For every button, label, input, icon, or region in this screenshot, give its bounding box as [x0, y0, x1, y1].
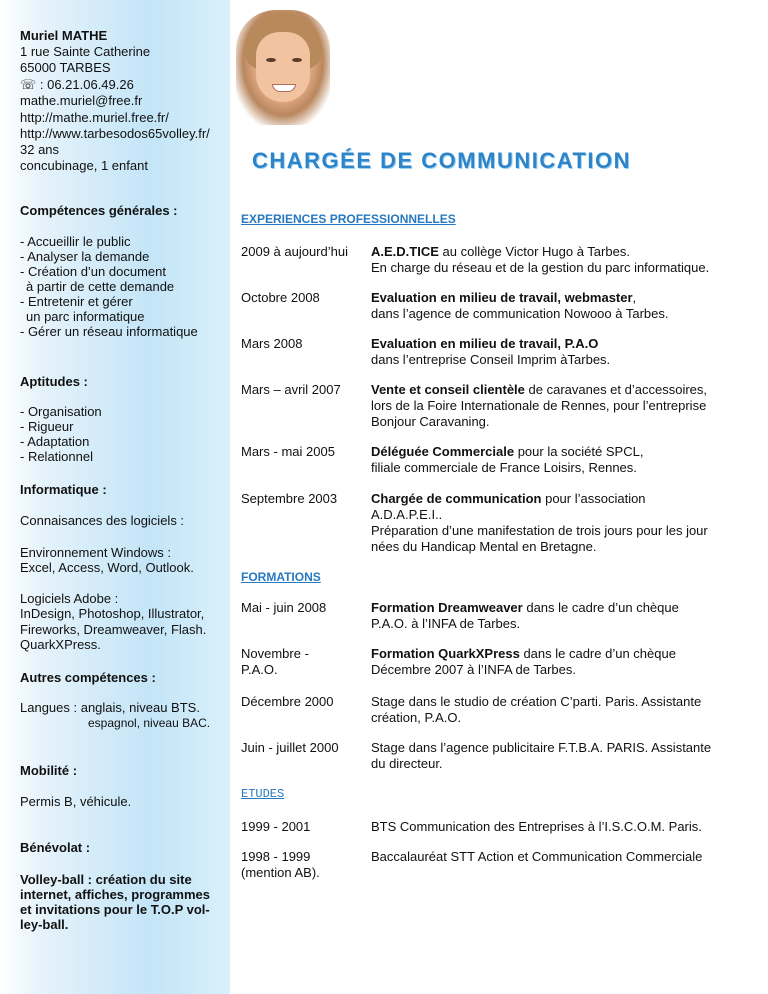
mobilite-title: Mobilité :	[20, 763, 78, 778]
experience-title: Evaluation en milieu de travail, webmaster,	[371, 290, 637, 305]
adobe-list: Fireworks, Dreamweaver, Flash.	[20, 622, 207, 637]
experience-desc: A.D.A.P.E.I..	[371, 507, 443, 522]
experience-desc: Bonjour Caravaning.	[371, 414, 490, 429]
aptitude-item: - Adaptation	[20, 434, 90, 449]
formation-title: Stage dans le studio de création C’parti. Paris. Assistante	[371, 694, 702, 709]
langues-line: espagnol, niveau BAC.	[88, 716, 211, 730]
adobe-list: InDesign, Photoshop, Illustrator,	[20, 606, 205, 621]
experience-title: Evaluation en milieu de travail, P.A.O	[371, 336, 599, 351]
competence-item: un parc informatique	[26, 309, 145, 324]
env-windows-list: Excel, Access, Word, Outlook.	[20, 560, 194, 575]
etude-date: (mention AB).	[241, 865, 320, 880]
benevolat-text: ley-ball.	[20, 917, 69, 932]
benevolat-text: internet, affiches, programmes	[20, 887, 210, 902]
experience-desc: filiale commerciale de France Loisirs, Rennes.	[371, 460, 637, 475]
formations-heading: FORMATIONS	[241, 570, 321, 584]
contact-website[interactable]: http://mathe.muriel.free.fr/	[20, 110, 169, 125]
experience-date: Octobre 2008	[241, 290, 320, 305]
formation-desc: création, P.A.O.	[371, 710, 462, 725]
experience-title: Vente et conseil clientèle de caravanes et d’accessoires,	[371, 382, 708, 397]
formation-title: Formation QuarkXPress dans le cadre d’un chèque	[371, 646, 676, 661]
aptitudes-title: Aptitudes :	[20, 374, 88, 389]
logiciels-label: Connaisances des logiciels :	[20, 513, 185, 528]
contact-phone: ☏ : 06.21.06.49.26	[20, 77, 134, 92]
competence-item: à partir de cette demande	[26, 279, 175, 294]
env-windows-label: Environnement Windows :	[20, 545, 172, 560]
experience-title: Déléguée Commerciale pour la société SPCL,	[371, 444, 644, 459]
autres-title: Autres compétences :	[20, 670, 156, 685]
formation-date: Juin - juillet 2000	[241, 740, 339, 755]
contact-club-website[interactable]: http://www.tarbesodos65volley.fr/	[20, 126, 210, 141]
experience-desc: dans l’entreprise Conseil Imprim àTarbes.	[371, 352, 611, 367]
formation-title: Stage dans l’agence publicitaire F.T.B.A. PARIS. Assistante	[371, 740, 712, 755]
contact-name: Muriel MATHE	[20, 28, 108, 43]
experience-desc: dans l’agence de communication Nowooo à Tarbes.	[371, 306, 669, 321]
etude-date: 1998 - 1999	[241, 849, 311, 864]
formation-date: Novembre -	[241, 646, 309, 661]
experience-date: Septembre 2003	[241, 491, 338, 506]
competence-item: - Accueillir le public	[20, 234, 131, 249]
competence-item: - Création d’un document	[20, 264, 166, 279]
competence-item: - Analyser la demande	[20, 249, 150, 264]
contact-city: 65000 TARBES	[20, 60, 111, 75]
experience-date: Mars – avril 2007	[241, 382, 341, 397]
experience-title: Chargée de communication pour l’association	[371, 491, 646, 506]
experience-desc: En charge du réseau et de la gestion du parc informatique.	[371, 260, 710, 275]
etude-desc: BTS Communication des Entreprises à l’I.S.C.O.M. Paris.	[371, 819, 702, 834]
contact-age: 32 ans	[20, 142, 60, 157]
formation-date: P.A.O.	[241, 662, 278, 677]
contact-address: 1 rue Sainte Catherine	[20, 44, 151, 59]
experience-desc: Préparation d’une manifestation de trois jours pour les jour	[371, 523, 708, 538]
competences-title: Compétences générales :	[20, 203, 178, 218]
informatique-title: Informatique :	[20, 482, 107, 497]
etudes-heading: ETUDES	[241, 787, 285, 801]
formation-desc: P.A.O. à l’INFA de Tarbes.	[371, 616, 521, 631]
aptitude-item: - Organisation	[20, 404, 102, 419]
experience-desc: nées du Handicap Mental en Bretagne.	[371, 539, 597, 554]
experience-date: Mars - mai 2005	[241, 444, 335, 459]
aptitude-item: - Relationnel	[20, 449, 93, 464]
mobilite-text: Permis B, véhicule.	[20, 794, 132, 809]
contact-email[interactable]: mathe.muriel@free.fr	[20, 93, 143, 108]
formation-date: Mai - juin 2008	[241, 600, 327, 615]
benevolat-text: et invitations pour le T.O.P vol-	[20, 902, 210, 917]
profile-photo	[236, 10, 330, 125]
adobe-list: QuarkXPress.	[20, 637, 101, 652]
langues-line: Langues : anglais, niveau BTS.	[20, 700, 200, 715]
formation-title: Formation Dreamweaver dans le cadre d’un chèque	[371, 600, 679, 615]
experience-date: Mars 2008	[241, 336, 303, 351]
aptitude-item: - Rigueur	[20, 419, 74, 434]
competence-item: - Entretenir et gérer	[20, 294, 133, 309]
adobe-label: Logiciels Adobe :	[20, 591, 119, 606]
benevolat-title: Bénévolat :	[20, 840, 91, 855]
formation-desc: du directeur.	[371, 756, 443, 771]
experience-title: A.E.D.TICE au collège Victor Hugo à Tarbes.	[371, 244, 630, 259]
experience-date: 2009 à aujourd’hui	[241, 244, 348, 259]
experience-desc: lors de la Foire Internationale de Rennes, pour l’entreprise	[371, 398, 707, 413]
formation-desc: Décembre 2007 à l’INFA de Tarbes.	[371, 662, 576, 677]
experiences-heading: EXPERIENCES PROFESSIONNELLES	[241, 212, 456, 226]
contact-family: concubinage, 1 enfant	[20, 158, 148, 173]
job-title: CHARGÉE DE COMMUNICATION	[252, 148, 632, 173]
etude-date: 1999 - 2001	[241, 819, 311, 834]
benevolat-text: Volley-ball : création du site	[20, 872, 192, 887]
formation-date: Décembre 2000	[241, 694, 334, 709]
etude-desc: Baccalauréat STT Action et Communication Commerciale	[371, 849, 703, 864]
competence-item: - Gérer un réseau informatique	[20, 324, 198, 339]
